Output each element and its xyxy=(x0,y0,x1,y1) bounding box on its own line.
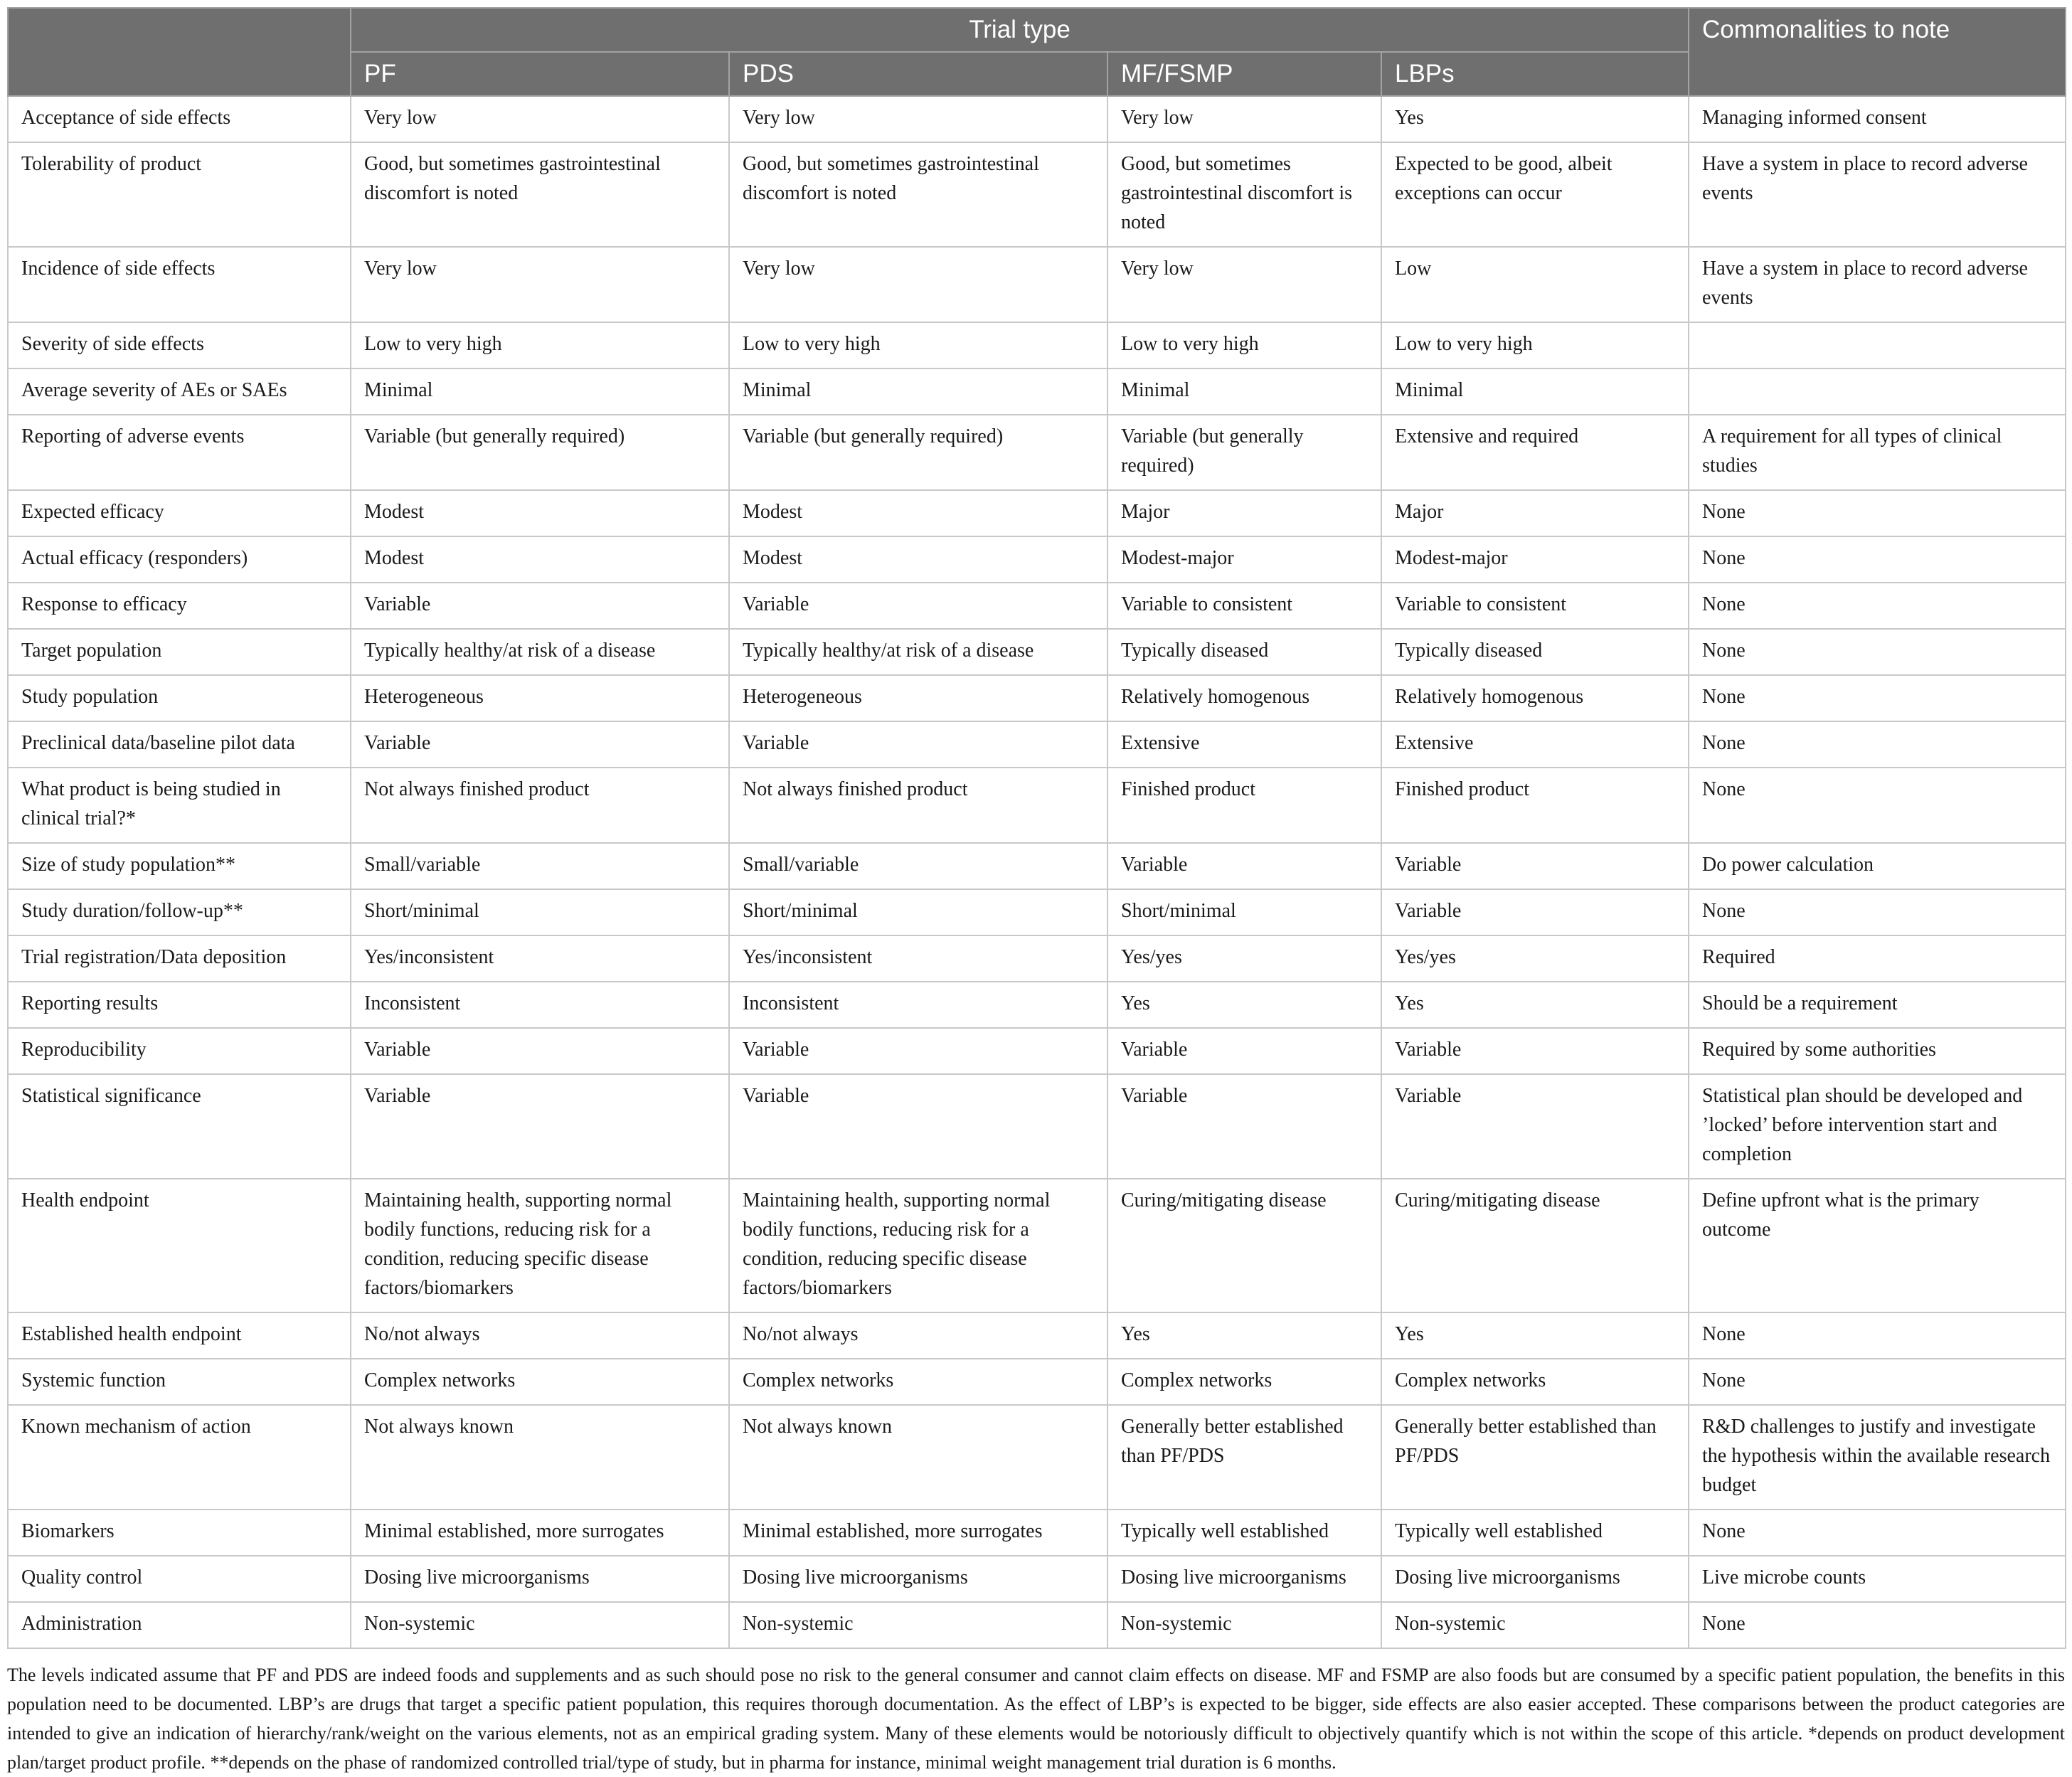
cell-lbps: Yes xyxy=(1381,96,1689,142)
row-label: Reproducibility xyxy=(8,1028,351,1074)
cell-lbps: Typically well established xyxy=(1381,1510,1689,1556)
cell-pf: Modest xyxy=(351,536,729,583)
cell-commonality: Managing informed consent xyxy=(1689,96,2066,142)
cell-pf: Very low xyxy=(351,96,729,142)
cell-pf: Short/minimal xyxy=(351,889,729,935)
cell-mf-fsmp: Yes xyxy=(1107,982,1381,1028)
cell-commonality: R&D challenges to justify and investigate the hypothesis within the available research budget xyxy=(1689,1405,2066,1510)
cell-pds: Dosing live microorganisms xyxy=(729,1556,1107,1602)
cell-commonality: Have a system in place to record adverse events xyxy=(1689,142,2066,247)
cell-commonality: Required xyxy=(1689,935,2066,982)
cell-commonality: None xyxy=(1689,721,2066,768)
cell-pds: Typically healthy/at risk of a disease xyxy=(729,629,1107,675)
cell-pds: Maintaining health, supporting normal bodily functions, reducing risk for a condition, reducing specific disease factors/biomarkers xyxy=(729,1179,1107,1312)
cell-mf-fsmp: Minimal xyxy=(1107,368,1381,415)
row-label: Expected efficacy xyxy=(8,490,351,536)
row-label: Incidence of side effects xyxy=(8,247,351,322)
cell-lbps: Finished product xyxy=(1381,768,1689,843)
row-label: Established health endpoint xyxy=(8,1312,351,1359)
table-row xyxy=(8,935,2066,982)
cell-lbps: Minimal xyxy=(1381,368,1689,415)
comparison-table xyxy=(7,7,2066,1649)
cell-mf-fsmp: Short/minimal xyxy=(1107,889,1381,935)
table-row xyxy=(8,768,2066,843)
cell-pds: Not always finished product xyxy=(729,768,1107,843)
cell-lbps: Typically diseased xyxy=(1381,629,1689,675)
cell-lbps: Variable to consistent xyxy=(1381,583,1689,629)
cell-lbps: Low to very high xyxy=(1381,322,1689,368)
header-col-pf: PF xyxy=(351,52,729,96)
cell-commonality: None xyxy=(1689,629,2066,675)
cell-commonality: Should be a requirement xyxy=(1689,982,2066,1028)
cell-pf: Dosing live microorganisms xyxy=(351,1556,729,1602)
cell-mf-fsmp: Non-systemic xyxy=(1107,1602,1381,1648)
cell-pf: Not always finished product xyxy=(351,768,729,843)
cell-pds: Very low xyxy=(729,247,1107,322)
cell-mf-fsmp: Variable xyxy=(1107,843,1381,889)
row-label: Target population xyxy=(8,629,351,675)
cell-pf: Not always known xyxy=(351,1405,729,1510)
table-footnote: The levels indicated assume that PF and PDS are indeed foods and supplements and as such should pose no risk to the general consumer and cannot claim effects on disease. MF and FSMP are also foods but are consumed by a specific patient population, the benefits in this population need to be documented. LBP’s are drugs that target a specific patient population, this requires thorough documentation. As the effect of LBP’s is expected to be bigger, side effects are also easier accepted. These comparisons between the product categories are intended to give an indication of hierarchy/rank/weight on the various elements, not as an empirical grading system. Many of these elements would be notoriously difficult to objectively quantify which is not within the scope of this article. *depends on product development plan/target product profile. **depends on the phase of randomized controlled trial/type of study, but in pharma for instance, minimal weight management trial duration is 6 months. xyxy=(7,1665,2065,1773)
cell-pds: Modest xyxy=(729,536,1107,583)
table-row xyxy=(8,536,2066,583)
table-row xyxy=(8,1312,2066,1359)
cell-pf: Yes/inconsistent xyxy=(351,935,729,982)
table-row xyxy=(8,1074,2066,1179)
cell-commonality: Define upfront what is the primary outcome xyxy=(1689,1179,2066,1312)
cell-commonality: Do power calculation xyxy=(1689,843,2066,889)
cell-pds: Variable xyxy=(729,1028,1107,1074)
cell-commonality: None xyxy=(1689,583,2066,629)
cell-lbps: Generally better established than PF/PDS xyxy=(1381,1405,1689,1510)
cell-mf-fsmp: Variable xyxy=(1107,1074,1381,1179)
table-row xyxy=(8,142,2066,247)
cell-pf: Inconsistent xyxy=(351,982,729,1028)
row-label: Severity of side effects xyxy=(8,322,351,368)
row-label: Preclinical data/baseline pilot data xyxy=(8,721,351,768)
header-corner xyxy=(8,8,351,96)
table-row xyxy=(8,247,2066,322)
table-row xyxy=(8,675,2066,721)
cell-lbps: Variable xyxy=(1381,1028,1689,1074)
cell-commonality: None xyxy=(1689,768,2066,843)
cell-lbps: Major xyxy=(1381,490,1689,536)
row-label: Trial registration/Data deposition xyxy=(8,935,351,982)
cell-lbps: Extensive xyxy=(1381,721,1689,768)
cell-mf-fsmp: Modest-major xyxy=(1107,536,1381,583)
cell-pds: Not always known xyxy=(729,1405,1107,1510)
row-label: Actual efficacy (responders) xyxy=(8,536,351,583)
cell-pf: Non-systemic xyxy=(351,1602,729,1648)
cell-pf: Complex networks xyxy=(351,1359,729,1405)
cell-pf: Small/variable xyxy=(351,843,729,889)
cell-pds: Variable xyxy=(729,721,1107,768)
row-label: Average severity of AEs or SAEs xyxy=(8,368,351,415)
cell-lbps: Modest-major xyxy=(1381,536,1689,583)
cell-commonality xyxy=(1689,368,2066,415)
cell-mf-fsmp: Variable xyxy=(1107,1028,1381,1074)
cell-commonality xyxy=(1689,322,2066,368)
row-label: What product is being studied in clinical trial?* xyxy=(8,768,351,843)
cell-pds: Heterogeneous xyxy=(729,675,1107,721)
row-label: Reporting results xyxy=(8,982,351,1028)
cell-pf: Maintaining health, supporting normal bodily functions, reducing risk for a condition, reducing specific disease factors/biomarkers xyxy=(351,1179,729,1312)
cell-mf-fsmp: Extensive xyxy=(1107,721,1381,768)
cell-mf-fsmp: Generally better established than PF/PDS xyxy=(1107,1405,1381,1510)
header-col-pds: PDS xyxy=(729,52,1107,96)
row-label: Statistical significance xyxy=(8,1074,351,1179)
row-label: Study duration/follow-up** xyxy=(8,889,351,935)
row-label: Study population xyxy=(8,675,351,721)
cell-pf: Variable (but generally required) xyxy=(351,415,729,490)
row-label: Known mechanism of action xyxy=(8,1405,351,1510)
cell-pf: Low to very high xyxy=(351,322,729,368)
cell-lbps: Dosing live microorganisms xyxy=(1381,1556,1689,1602)
row-label: Health endpoint xyxy=(8,1179,351,1312)
table-row xyxy=(8,490,2066,536)
table-row xyxy=(8,629,2066,675)
row-label: Acceptance of side effects xyxy=(8,96,351,142)
cell-mf-fsmp: Low to very high xyxy=(1107,322,1381,368)
table-row xyxy=(8,1556,2066,1602)
cell-mf-fsmp: Typically well established xyxy=(1107,1510,1381,1556)
table-row xyxy=(8,1179,2066,1312)
cell-lbps: Complex networks xyxy=(1381,1359,1689,1405)
cell-commonality: None xyxy=(1689,1510,2066,1556)
cell-mf-fsmp: Dosing live microorganisms xyxy=(1107,1556,1381,1602)
table-row xyxy=(8,1028,2066,1074)
cell-pds: Variable (but generally required) xyxy=(729,415,1107,490)
cell-lbps: Variable xyxy=(1381,843,1689,889)
row-label: Quality control xyxy=(8,1556,351,1602)
cell-pds: Very low xyxy=(729,96,1107,142)
cell-mf-fsmp: Curing/mitigating disease xyxy=(1107,1179,1381,1312)
cell-commonality: Required by some authorities xyxy=(1689,1028,2066,1074)
table-row xyxy=(8,1359,2066,1405)
row-label: Tolerability of product xyxy=(8,142,351,247)
table-row xyxy=(8,982,2066,1028)
cell-lbps: Yes/yes xyxy=(1381,935,1689,982)
cell-mf-fsmp: Yes xyxy=(1107,1312,1381,1359)
table-row xyxy=(8,322,2066,368)
cell-mf-fsmp: Variable to consistent xyxy=(1107,583,1381,629)
cell-mf-fsmp: Typically diseased xyxy=(1107,629,1381,675)
cell-pds: Small/variable xyxy=(729,843,1107,889)
header-col-lbps: LBPs xyxy=(1381,52,1689,96)
row-label: Size of study population** xyxy=(8,843,351,889)
cell-lbps: Expected to be good, albeit exceptions can occur xyxy=(1381,142,1689,247)
cell-mf-fsmp: Very low xyxy=(1107,96,1381,142)
cell-pds: Inconsistent xyxy=(729,982,1107,1028)
cell-mf-fsmp: Variable (but generally required) xyxy=(1107,415,1381,490)
cell-pds: Variable xyxy=(729,1074,1107,1179)
cell-pf: Variable xyxy=(351,1028,729,1074)
cell-pds: Good, but sometimes gastrointestinal discomfort is noted xyxy=(729,142,1107,247)
cell-pds: Modest xyxy=(729,490,1107,536)
cell-mf-fsmp: Relatively homogenous xyxy=(1107,675,1381,721)
cell-pds: Complex networks xyxy=(729,1359,1107,1405)
table-row xyxy=(8,96,2066,142)
cell-commonality: Live microbe counts xyxy=(1689,1556,2066,1602)
cell-pf: No/not always xyxy=(351,1312,729,1359)
cell-pf: Very low xyxy=(351,247,729,322)
cell-commonality: A requirement for all types of clinical studies xyxy=(1689,415,2066,490)
table-row xyxy=(8,1405,2066,1510)
cell-pf: Modest xyxy=(351,490,729,536)
cell-pf: Variable xyxy=(351,1074,729,1179)
table-row xyxy=(8,415,2066,490)
cell-commonality: Have a system in place to record adverse events xyxy=(1689,247,2066,322)
table-row xyxy=(8,1510,2066,1556)
cell-mf-fsmp: Finished product xyxy=(1107,768,1381,843)
table-body xyxy=(8,96,2066,1648)
cell-pf: Heterogeneous xyxy=(351,675,729,721)
table-row xyxy=(8,368,2066,415)
cell-commonality: None xyxy=(1689,1602,2066,1648)
cell-pf: Minimal xyxy=(351,368,729,415)
cell-mf-fsmp: Yes/yes xyxy=(1107,935,1381,982)
header-trial-type: Trial type xyxy=(351,8,1689,52)
cell-lbps: Non-systemic xyxy=(1381,1602,1689,1648)
cell-lbps: Yes xyxy=(1381,982,1689,1028)
row-label: Response to efficacy xyxy=(8,583,351,629)
table-header xyxy=(8,8,2066,96)
cell-pds: Low to very high xyxy=(729,322,1107,368)
table-row xyxy=(8,721,2066,768)
cell-mf-fsmp: Very low xyxy=(1107,247,1381,322)
cell-pds: Non-systemic xyxy=(729,1602,1107,1648)
cell-commonality: None xyxy=(1689,889,2066,935)
header-col-mf-fsmp: MF/FSMP xyxy=(1107,52,1381,96)
table-row xyxy=(8,889,2066,935)
cell-pds: Yes/inconsistent xyxy=(729,935,1107,982)
cell-commonality: Statistical plan should be developed and ’locked’ before intervention start and completion xyxy=(1689,1074,2066,1179)
table-row xyxy=(8,1602,2066,1648)
cell-commonality: None xyxy=(1689,536,2066,583)
cell-mf-fsmp: Complex networks xyxy=(1107,1359,1381,1405)
cell-lbps: Extensive and required xyxy=(1381,415,1689,490)
cell-lbps: Variable xyxy=(1381,889,1689,935)
row-label: Reporting of adverse events xyxy=(8,415,351,490)
cell-commonality: None xyxy=(1689,490,2066,536)
table-row xyxy=(8,583,2066,629)
cell-lbps: Yes xyxy=(1381,1312,1689,1359)
cell-commonality: None xyxy=(1689,675,2066,721)
row-label: Systemic function xyxy=(8,1359,351,1405)
cell-pds: Minimal established, more surrogates xyxy=(729,1510,1107,1556)
cell-pf: Good, but sometimes gastrointestinal discomfort is noted xyxy=(351,142,729,247)
cell-pds: Short/minimal xyxy=(729,889,1107,935)
document xyxy=(7,7,2065,1777)
cell-pds: Variable xyxy=(729,583,1107,629)
row-label: Biomarkers xyxy=(8,1510,351,1556)
cell-commonality: None xyxy=(1689,1312,2066,1359)
row-label: Administration xyxy=(8,1602,351,1648)
cell-commonality: None xyxy=(1689,1359,2066,1405)
cell-pf: Typically healthy/at risk of a disease xyxy=(351,629,729,675)
cell-pf: Variable xyxy=(351,721,729,768)
cell-pf: Minimal established, more surrogates xyxy=(351,1510,729,1556)
cell-lbps: Low xyxy=(1381,247,1689,322)
cell-pds: Minimal xyxy=(729,368,1107,415)
table-row xyxy=(8,843,2066,889)
cell-mf-fsmp: Good, but sometimes gastrointestinal discomfort is noted xyxy=(1107,142,1381,247)
cell-lbps: Relatively homogenous xyxy=(1381,675,1689,721)
cell-pf: Variable xyxy=(351,583,729,629)
header-commonalities: Commonalities to note xyxy=(1689,8,2066,96)
cell-lbps: Variable xyxy=(1381,1074,1689,1179)
cell-mf-fsmp: Major xyxy=(1107,490,1381,536)
cell-pds: No/not always xyxy=(729,1312,1107,1359)
cell-lbps: Curing/mitigating disease xyxy=(1381,1179,1689,1312)
